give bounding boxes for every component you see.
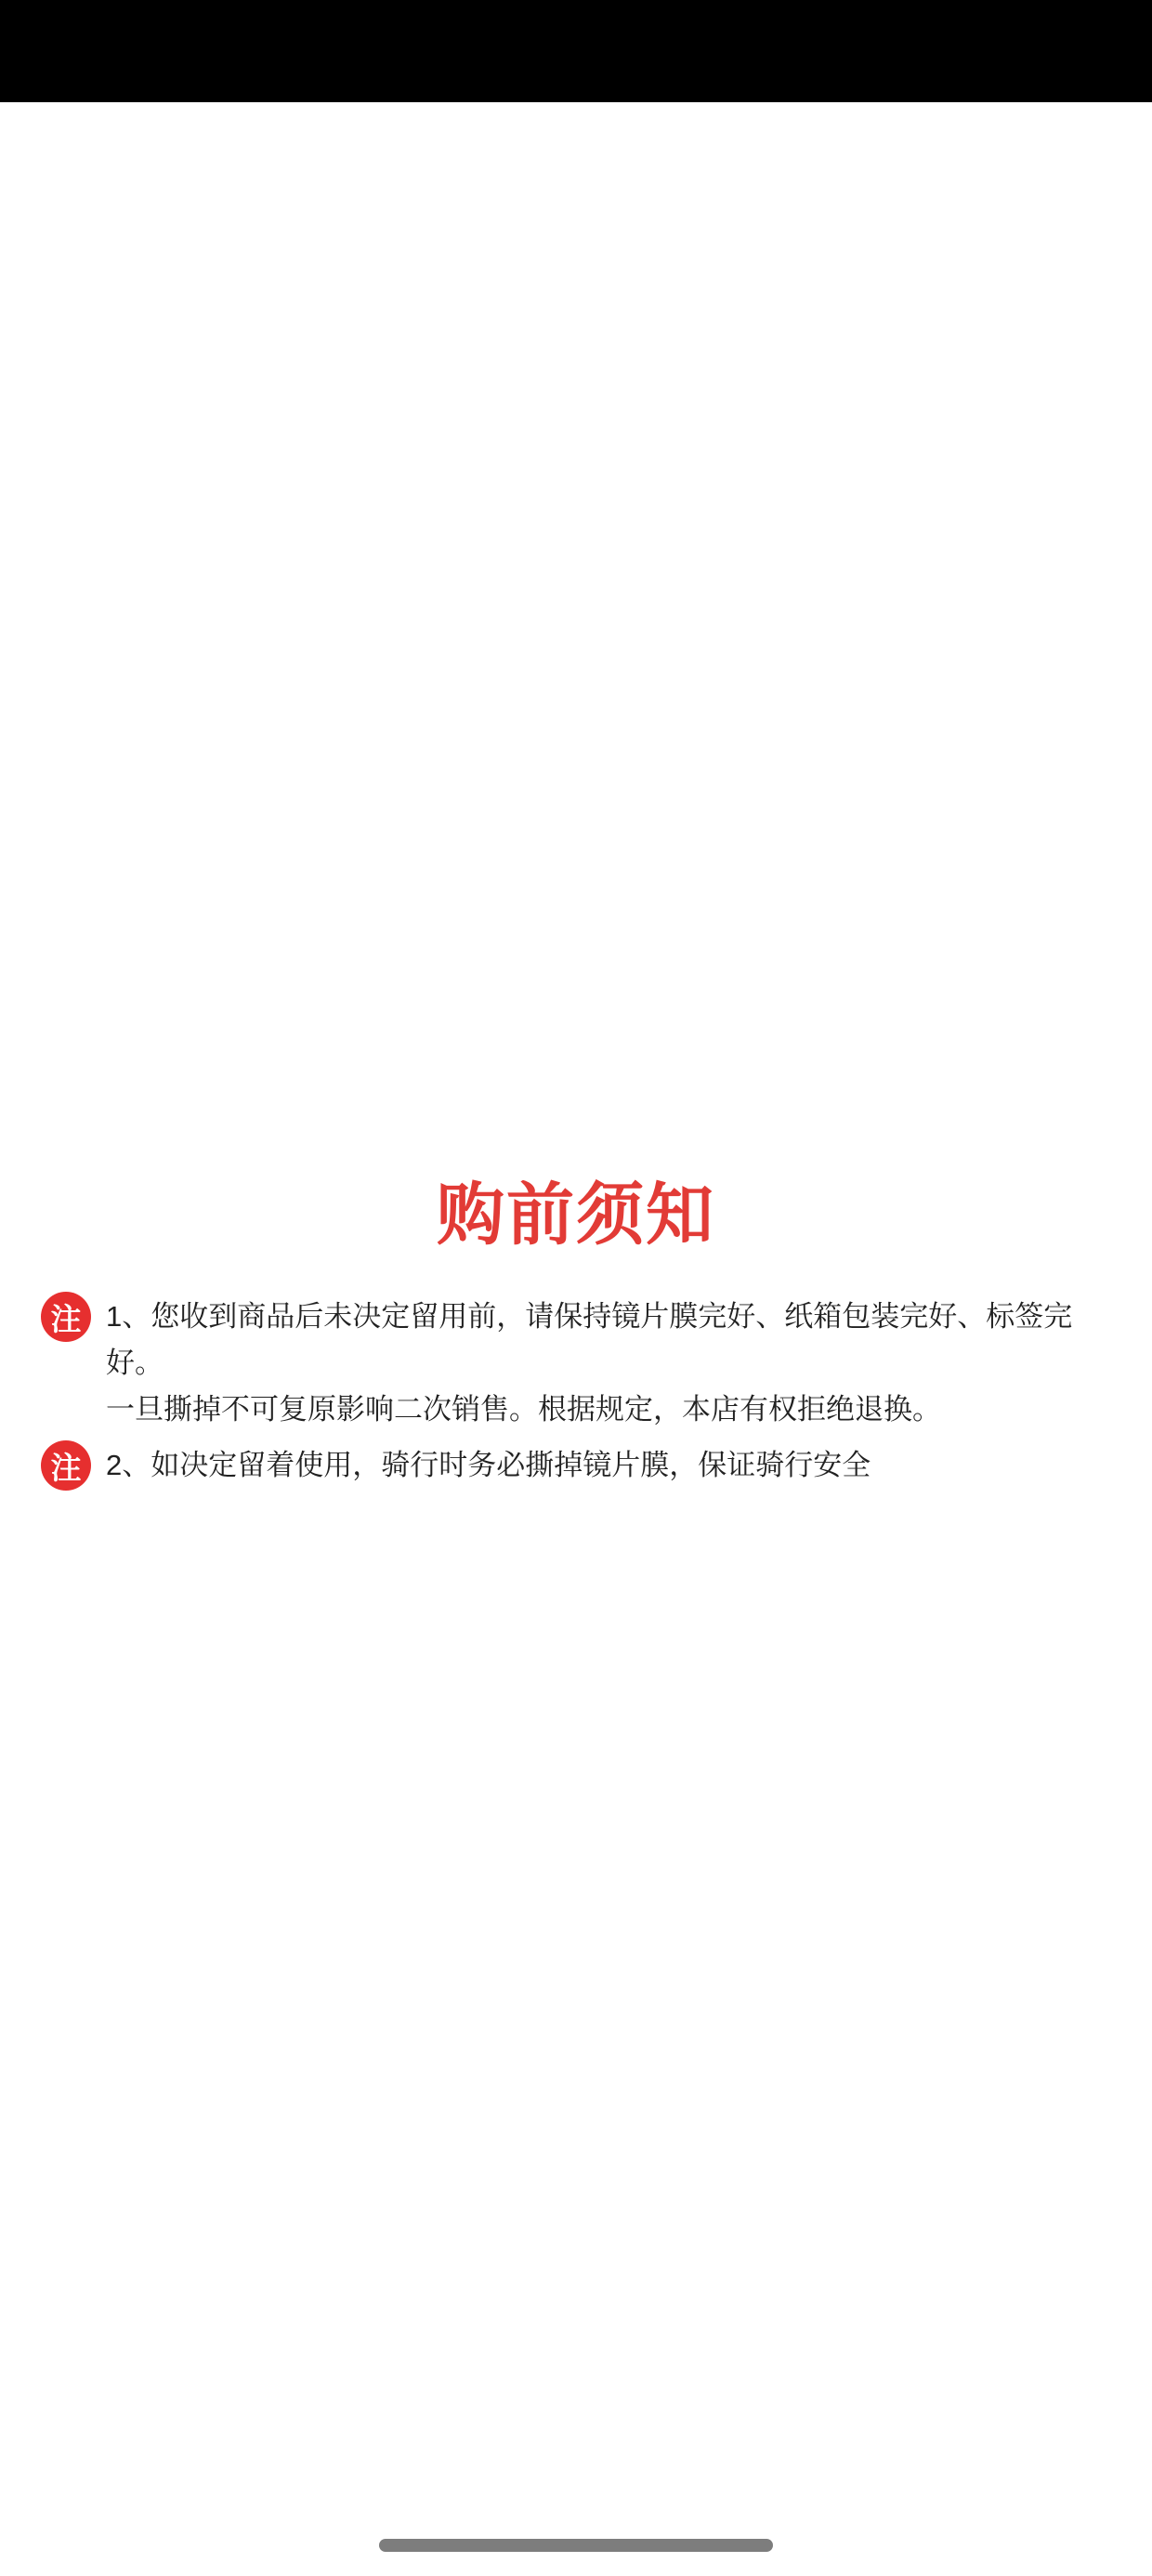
note-badge-label: 注 — [50, 1450, 82, 1485]
status-bar — [0, 0, 1152, 102]
note-text — [106, 1442, 871, 1489]
note-item-2 — [41, 1442, 1113, 1491]
note-line: 1、您收到商品后未决定留用前，请保持镜片膜完好、纸箱包装完好、标签完好。 — [106, 1300, 1073, 1379]
note-badge-icon — [41, 1440, 91, 1491]
note-badge-icon — [41, 1292, 91, 1342]
page-title: 购前须知 — [437, 1177, 715, 1253]
note-badge-label: 注 — [50, 1301, 82, 1336]
note-line: 2、如决定留着使用，骑行时务必撕掉镜片膜，保证骑行安全 — [106, 1449, 871, 1481]
note-text — [106, 1294, 1113, 1433]
note-item-1 — [41, 1294, 1113, 1433]
note-line: 一旦撕掉不可复原影响二次销售。根据规定，本店有权拒绝退换。 — [106, 1393, 941, 1426]
home-indicator[interactable] — [379, 2539, 773, 2552]
purchase-notes-list — [41, 1294, 1113, 1491]
